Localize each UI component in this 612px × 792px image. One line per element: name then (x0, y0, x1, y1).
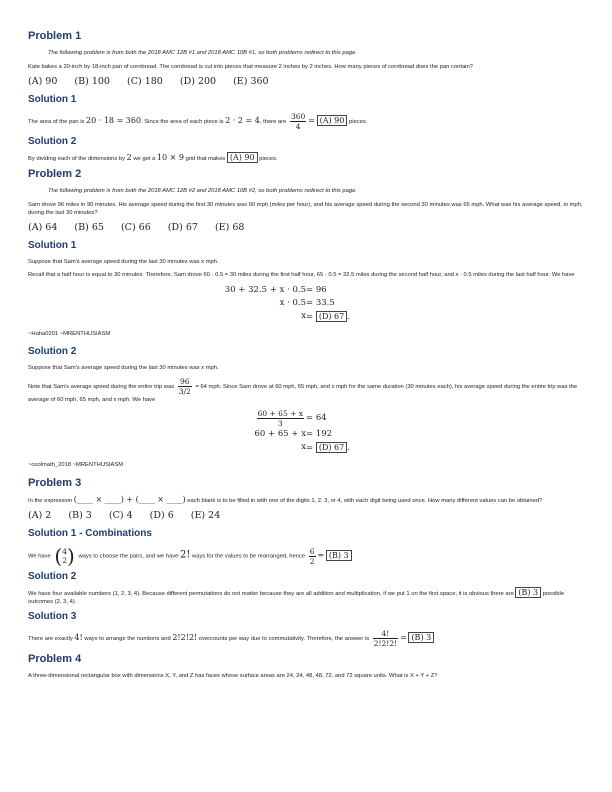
equation-rhs: = (306, 443, 316, 453)
problem-3-choices (28, 510, 584, 522)
text-fragment: overcounts per way due to commutativity. Therefore, the answer is (198, 636, 370, 643)
fraction (309, 547, 316, 566)
math: 2!2!2! (172, 633, 198, 643)
problem-3-text (28, 496, 584, 505)
text-fragment: each blank is to be filled in with one of the digits 1, 2, 3, or 4, with each digit being used once. How many different values can be obtained? (187, 498, 543, 504)
p1-solution-2-heading: Solution 2 (28, 136, 77, 147)
numerator: 6 (309, 546, 315, 556)
numerator: 60 + 65 + x (257, 409, 303, 418)
equation-rhs: = 64 (306, 413, 327, 423)
text-fragment: ways to arrange the numbers and (84, 636, 171, 643)
text-fragment: In the expression (28, 498, 73, 504)
denominator: 2!2!2! (373, 639, 398, 648)
equation-lhs: 60 + 65 + x (254, 429, 306, 439)
text-fragment: We have four available numbers (1, 2, 3, 4). Because different permutations do not matter because they are all addition and multiplication, if we put 1 on the first space, it is obvious there are (28, 591, 514, 597)
denominator: 3/2 (178, 387, 191, 396)
answer-box: (B) 3 (515, 587, 541, 598)
p3-solution-3-heading: Solution 3 (28, 611, 77, 622)
problem-4-text: A three-dimensional rectangular box with dimensions X, Y, and Z has faces whose surface areas are 24, 24, 48, 48, 72, and 72 square units. What is X + Y + Z? (28, 673, 438, 679)
numerator: 96 (178, 377, 192, 387)
problem-4-heading: Problem 4 (28, 653, 82, 665)
text-fragment: We have (28, 553, 51, 560)
denominator: 2 (309, 556, 315, 566)
p2-solution-1-credit: ~Haha0201 ~MRENTHUSIASM (28, 331, 111, 337)
math: 10 × 9 (156, 153, 184, 162)
p3-solution-1-text: We have (4 2) ways to choose the pairs, and we have 2! ways for the values to be rearranged, hence $\frac{6}{2}$ = (B) 3 (28, 546, 584, 566)
text-fragment: , there are (259, 119, 287, 126)
fraction (257, 409, 304, 428)
problem-2-choices (28, 222, 584, 234)
choice-d: (D) 6 (149, 510, 174, 521)
answer-box: (A) 90 (317, 115, 348, 126)
answer-box: (D) 67 (316, 311, 347, 322)
p2-solution-1-equations: 30 + 32.5 + x · 0.5 = 96 x · 0.5 = 33.5 x = (D) 67 . (28, 284, 584, 324)
answer-box: (B) 3 (408, 632, 434, 643)
denominator: 3 (277, 419, 283, 428)
math: 20 · 18 = 360 (86, 116, 142, 126)
choice-d: (D) 200 (179, 76, 217, 87)
equation-rhs: = 33.5 (306, 298, 335, 308)
p3-solution-1-heading: Solution 1 - Combinations (28, 528, 152, 539)
p2-solution-1-heading: Solution 1 (28, 240, 77, 251)
problem-1-intro: The following problem is from both the 2018 AMC 12B #1 and 2018 AMC 10B #1, so both problems redirect to this page. (48, 50, 357, 56)
equation-lhs: x · 0.5 (279, 298, 306, 308)
text-fragment: ways to choose the pairs, and we have (78, 553, 179, 560)
equation-rhs: = 96 (306, 285, 327, 295)
choice-e: (E) 360 (233, 76, 269, 87)
p3-solution-2-text (28, 589, 584, 606)
text-fragment: we get a (133, 156, 156, 162)
fraction (178, 377, 192, 396)
text-fragment: pieces. (348, 119, 368, 126)
p1-solution-2-text (28, 154, 584, 163)
choice-e: (E) 68 (214, 222, 245, 233)
binom-top: 4 (62, 547, 67, 556)
text-fragment: Note that Sam's average speed during the entire trip was (28, 384, 175, 391)
p2-solution-2-equations: $\frac{60 + 65 + x}{3}$ = 64 60 + 65 + x = 192 x = (D) 67 . (28, 409, 584, 455)
math: 2 · 2 = 4 (225, 116, 260, 126)
choice-b: (B) 3 (68, 510, 92, 521)
p2-solution-2-heading: Solution 2 (28, 346, 77, 357)
problem-2-intro: The following problem is from both the 2018 AMC 12B #2 and 2018 AMC 10B #2, so both problems redirect to this page. (48, 188, 357, 194)
equation-lhs: x (301, 311, 306, 321)
choice-c: (C) 66 (120, 222, 151, 233)
answer-box: (D) 67 (316, 442, 347, 453)
math: 4! (74, 633, 83, 643)
choice-d: (D) 67 (167, 222, 198, 233)
fraction (290, 112, 306, 131)
problem-2-text: Sam drove 96 miles in 90 minutes. His average speed during the first 30 minutes was 60 mph (miles per hour), and his average speed during the second 30 minutes was 65 mph. What was his average speed, in mph, during the last 30 minutes? (28, 202, 583, 216)
binom-bottom: 2 (62, 556, 67, 565)
choice-a: (A) 64 (28, 222, 58, 233)
answer-box: (B) 3 (326, 550, 352, 561)
p3-solution-2-heading: Solution 2 (28, 571, 77, 582)
math: 2! (179, 549, 191, 561)
text-fragment: pieces. (259, 156, 278, 162)
p1-solution-1-heading: Solution 1 (28, 94, 77, 105)
equation-lhs: x (301, 442, 306, 452)
p2-solution-1-p1: Suppose that Sam's average speed during the last 30 minutes was x mph. (28, 259, 219, 265)
choice-a: (A) 2 (28, 510, 52, 521)
text-fragment: . Since the area of each piece is (141, 119, 224, 126)
choice-c: (C) 180 (127, 76, 163, 87)
p2-solution-2-credit: ~coolmath_2018 ~MRENTHUSIASM (28, 462, 124, 468)
numerator: 360 (290, 112, 306, 121)
problem-3-heading: Problem 3 (28, 477, 82, 489)
choice-e: (E) 24 (190, 510, 221, 521)
text-fragment: grid that makes (185, 156, 226, 162)
text-fragment: The area of the pan is (28, 119, 85, 126)
text-fragment: By dividing each of the dimensions by (28, 156, 125, 162)
p2-solution-2-p2 (28, 377, 584, 404)
problem-1-choices (28, 76, 584, 88)
binomial: (4 2) (54, 544, 75, 568)
text-fragment: = 64 mph. Since Sam drove at 60 mph, 65 mph, and x mph for the same duration (30 minutes each), his average speed during the entire trip was the average of 60 mph, 65 mph, and x mph. We have (28, 384, 578, 403)
text-fragment: ways for the values to be rearranged, hence (191, 553, 306, 560)
math: 2 (126, 153, 132, 162)
equation-rhs: = (306, 312, 316, 322)
p2-solution-1-p2: Recall that a half hour is equal to 30 minutes. Therefore, Sam drove 60 · 0.5 = 30 miles during the first half hour, 65 · 0.5 = 32.5 miles during the second half hour, and x · 0.5 miles during the last half hour. We have (28, 272, 575, 278)
problem-1-heading: Problem 1 (28, 30, 82, 42)
p1-solution-1-text: The area of the pan is 20 · 18 = 360. Since the area of each piece is 2 · 2 = 4, there are $\frac{360}{4}$ = (A) 90 pieces. (28, 112, 368, 131)
equation-rhs: = 192 (306, 429, 333, 439)
p3-solution-3-text: There are exactly 4! ways to arrange the numbers and 2!2!2! overcounts per way due to commutativity. Therefore, the answer is $\frac{4!}{2!2!2!}$ = (B) 3 (28, 629, 584, 648)
equation-lhs: 30 + 32.5 + x · 0.5 (224, 285, 306, 295)
text-fragment: possible outcomes (2, 3, 4). (28, 591, 565, 605)
choice-b: (B) 100 (74, 76, 110, 87)
choice-c: (C) 4 (108, 510, 133, 521)
answer-box: (A) 90 (227, 152, 258, 163)
numerator: 4! (373, 629, 398, 639)
problem-1-text: Kate bakes a 20-inch by 18-inch pan of cornbread. The cornbread is cut into pieces that measure 2 inches by 2 inches. How many pieces of cornbread does the pan contain? (28, 64, 473, 70)
choice-b: (B) 65 (74, 222, 104, 233)
denominator: 4 (295, 122, 301, 131)
problem-2-heading: Problem 2 (28, 168, 82, 180)
text-fragment: There are exactly (28, 636, 73, 643)
p2-solution-2-p1: Suppose that Sam's average speed during the last 30 minutes was x mph. (28, 365, 219, 371)
choice-a: (A) 90 (28, 76, 58, 87)
expression: (____ × ____) + (____ × ____) (73, 495, 186, 504)
fraction (373, 629, 398, 648)
